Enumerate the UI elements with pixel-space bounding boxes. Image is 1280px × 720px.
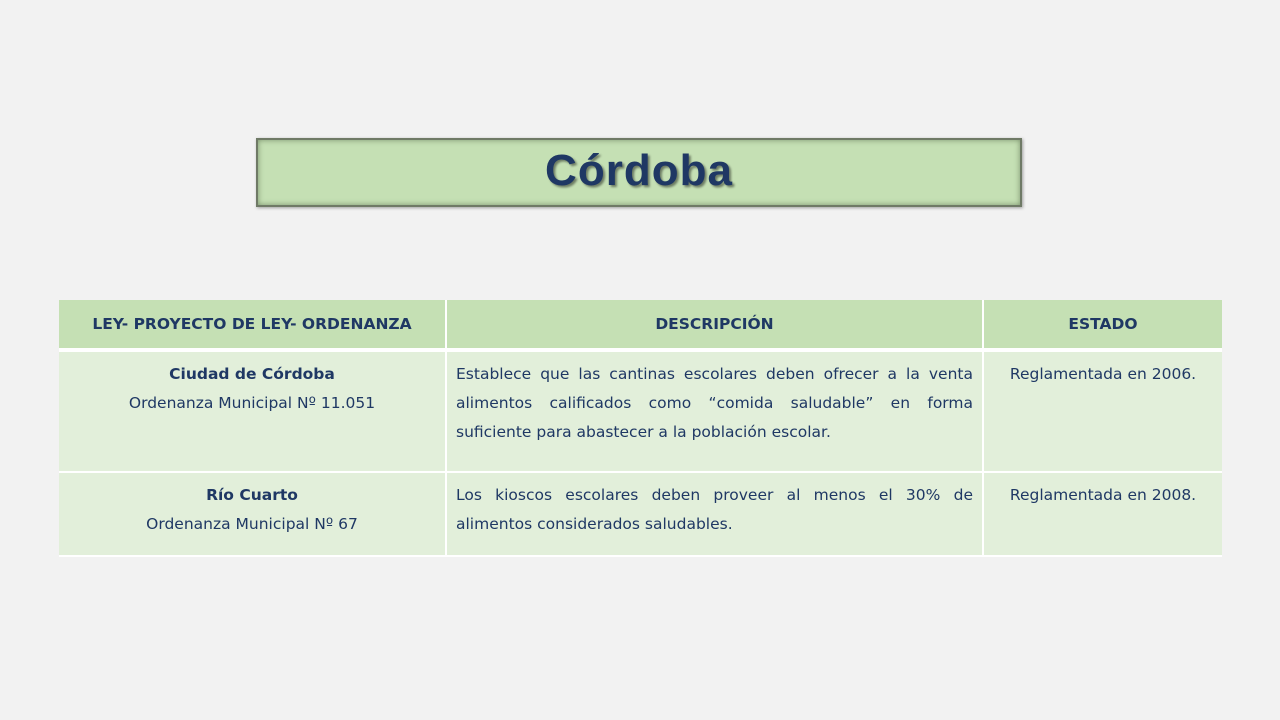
ordinance-reference: Ordenanza Municipal Nº 67	[146, 515, 358, 533]
header-description: DESCRIPCIÓN	[446, 300, 983, 350]
table-header-row	[59, 300, 1222, 350]
header-status: ESTADO	[983, 300, 1222, 350]
table-row	[59, 472, 1222, 556]
table-row	[59, 350, 1222, 472]
status-cell: Reglamentada en 2006.	[983, 350, 1222, 472]
title-banner	[256, 138, 1022, 207]
law-cell	[59, 472, 446, 556]
page-title: Córdoba	[545, 145, 733, 195]
jurisdiction-name: Ciudad de Córdoba	[169, 365, 335, 383]
header-law: LEY- PROYECTO DE LEY- ORDENANZA	[59, 300, 446, 350]
status-cell: Reglamentada en 2008.	[983, 472, 1222, 556]
description-cell: Establece que las cantinas escolares deben ofrecer a la venta alimentos calificados como “comida saludable” en forma suficiente para abastecer a la población escolar.	[446, 350, 983, 472]
jurisdiction-name: Río Cuarto	[206, 486, 298, 504]
ordinance-reference: Ordenanza Municipal Nº 11.051	[128, 394, 376, 412]
description-cell: Los kioscos escolares deben proveer al menos el 30% de alimentos considerados saludables.	[446, 472, 983, 556]
laws-table	[59, 300, 1222, 557]
law-cell	[59, 350, 446, 472]
